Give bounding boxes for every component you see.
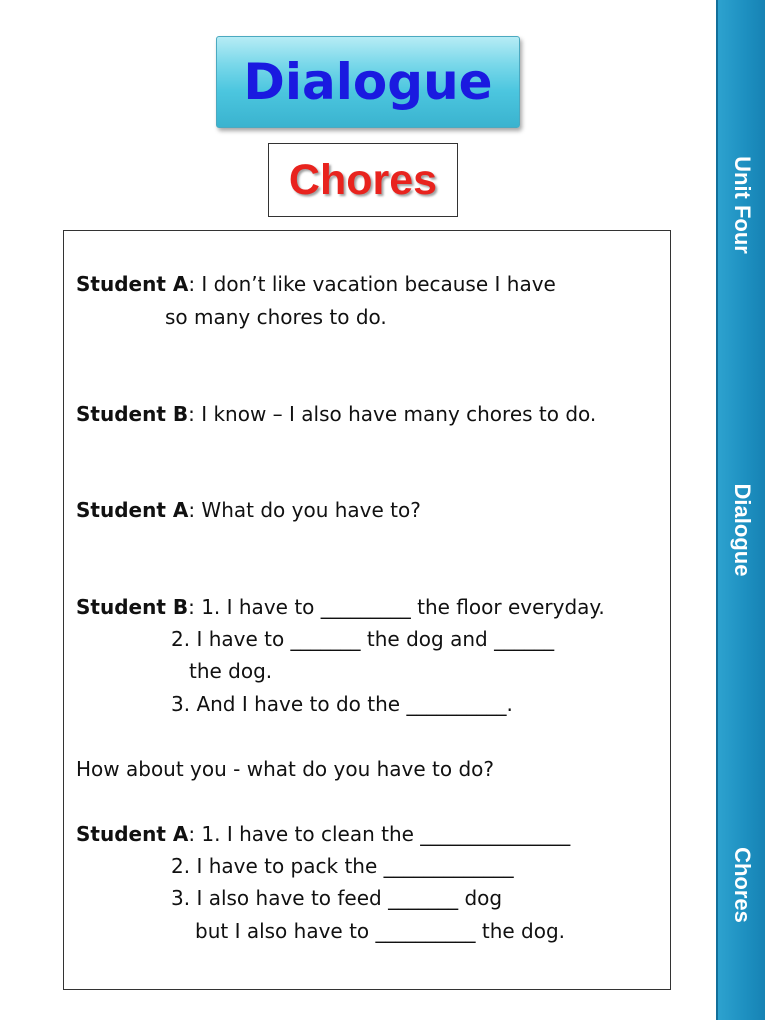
dialogue-line — [76, 820, 570, 848]
dialogue-text: : 1. I have to _________ the floor everyday. — [188, 595, 605, 619]
speaker-label: Student A — [76, 822, 189, 846]
side-label-unit: Unit Four — [729, 156, 755, 254]
dialogue-text: : 1. I have to clean the _______________ — [188, 822, 571, 846]
dialogue-line — [76, 593, 605, 621]
side-label-section: Dialogue — [729, 483, 755, 577]
side-banner — [716, 0, 765, 1020]
dialogue-text: : I know – I also have many chores to do. — [188, 402, 597, 426]
dialogue-question: How about you - what do you have to do? — [76, 757, 495, 781]
speaker-label: Student A — [76, 498, 189, 522]
speaker-label: Student A — [76, 272, 189, 296]
page-title: Dialogue — [243, 53, 493, 111]
dialogue-list-item: 2. I have to _______ the dog and ______ — [171, 627, 555, 651]
dialogue-line-continuation: the dog. — [189, 659, 273, 683]
speaker-label: Student B — [76, 402, 189, 426]
dialogue-line-continuation: but I also have to __________ the dog. — [195, 919, 566, 943]
dialogue-text: : I don’t like vacation because I have — [188, 272, 556, 296]
dialogue-text: : What do you have to? — [188, 498, 421, 522]
page-subtitle: Chores — [288, 155, 438, 204]
title-banner — [216, 36, 520, 128]
side-label-topic: Chores — [729, 847, 755, 923]
dialogue-line — [76, 496, 421, 524]
dialogue-line-continuation: so many chores to do. — [165, 305, 387, 329]
dialogue-line — [76, 270, 556, 298]
dialogue-line — [76, 400, 596, 428]
dialogue-list-item: 3. And I have to do the __________. — [171, 692, 513, 716]
dialogue-list-item: 3. I also have to feed _______ dog — [171, 886, 503, 910]
dialogue-box — [63, 230, 671, 990]
subtitle-box — [268, 143, 458, 217]
speaker-label: Student B — [76, 595, 189, 619]
dialogue-list-item: 2. I have to pack the _____________ — [171, 854, 514, 878]
